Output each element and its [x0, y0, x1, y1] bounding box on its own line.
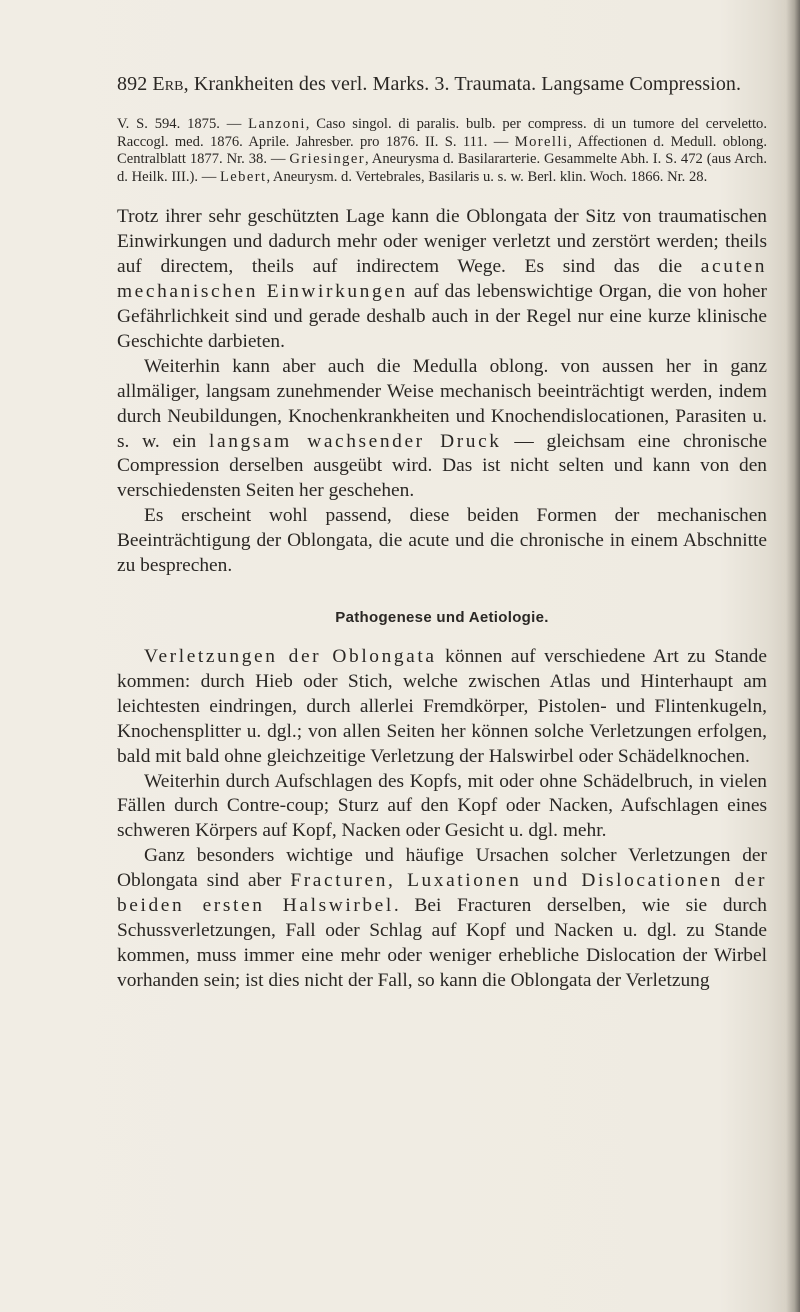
paragraph-text: . Bei Fracturen derselben, wie sie durch Schussverletzungen, Fall oder Schlag auf Kopf und Nacken u. dgl. zu Stande kommen, muss immer eine mehr oder weniger erhebliche Dislocation der Wirbel vorhanden sein; ist dies nicht der Fall, so kann die Oblongata der Verletzung — [117, 895, 767, 991]
literature-references — [117, 116, 767, 186]
reference-text: V. S. 594. 1875. — — [117, 116, 249, 132]
section-heading: Pathogenese und Aetiologie. — [335, 608, 549, 626]
reference-author: Lebert — [219, 168, 267, 185]
page-content — [117, 72, 767, 994]
paragraph — [117, 205, 767, 354]
reference-text: , Caso singol. di paralis. bulb. per compress. di un tumore del cerveletto. Raccogl. med. 1876. Aprile. Jahresber. pro 1876. II. S. 111. — — [117, 116, 767, 150]
running-head-title: , Krankheiten des verl. Marks. 3. Traumata. Langsame Compression. — [183, 73, 742, 95]
reference-text: , Affectionen d. Medull. oblong. Centralblatt 1877. Nr. 38. — — [117, 133, 767, 168]
paragraph-text: Trotz ihrer sehr geschützten Lage kann die Oblongata der Sitz von traumatischen Einwirkungen und dadurch mehr oder weniger verletzt und zerstört werden; theils auf directem, theils auf indirectem Wege. Es sind das die — [117, 206, 767, 278]
paragraph — [117, 645, 767, 770]
paragraph: Weiterhin durch Aufschlagen des Kopfs, mit oder ohne Schädelbruch, in vielen Fällen durch Contre-coup; Sturz auf den Kopf oder Nacken, Aufschlagen eines schweren Körpers auf Kopf, Nacken oder Gesicht u. dgl. mehr. — [117, 770, 767, 842]
running-head — [117, 72, 767, 96]
emphasis-text: langsam wachsender Druck — [209, 430, 502, 452]
paragraph-text: auf das lebenswichtige Organ, die von hoher Gefährlichkeit sind und gerade deshalb auch in der Regel nur eine kurze klinische Geschichte darbieten. — [117, 281, 767, 352]
reference-author: Griesinger — [289, 151, 366, 168]
paragraph-text: Ganz besonders wichtige und häufige Ursachen solcher Verletzungen der Oblongata sind aber — [117, 845, 767, 892]
body-text — [117, 205, 767, 993]
page-spine-shadow — [786, 0, 800, 1312]
paragraph-text: Weiterhin kann aber auch die Medulla oblong. von aussen her in ganz allmäliger, langsam zunehmender Weise mechanisch beeinträchtigt werden, indem durch Neubildungen, Knochenkrankheiten und Knochendislocationen, Parasiten u. s. w. ein — [117, 355, 767, 452]
paragraph: Es erscheint wohl passend, diese beiden Formen der mechanischen Beeinträchtigung der Oblongata, die acute und die chronische in einem Abschnitte zu besprechen. — [117, 505, 767, 577]
page-number: 892 — [117, 73, 148, 95]
reference-author: Morelli — [514, 133, 569, 150]
emphasis-text: acuten mechanischen Einwirkungen — [117, 256, 767, 303]
paragraph — [117, 355, 767, 504]
emphasis-text: Verletzungen der Oblongata — [144, 645, 437, 667]
emphasis-text: Fracturen, Luxationen und Dislocationen der beiden ersten Halswirbel — [117, 870, 768, 917]
reference-author: Lanzoni — [248, 116, 306, 132]
paragraph-text: — gleichsam eine chronische Compression derselben ausgeübt wird. Das ist nicht selten und kann von den verschiedensten Seiten her geschehen. — [117, 430, 767, 502]
reference-text: , Aneurysm. d. Vertebrales, Basilaris u. s. w. Berl. klin. Woch. 1866. Nr. 28. — [266, 168, 708, 185]
paragraph-text: können auf verschiedene Art zu Stande kommen: durch Hieb oder Stich, welche zwischen Atlas und Hinterhaupt am leichtesten eindringen, durch allerlei Fremdkörper, Pistolen- und Flintenkugeln, Knochensplitter u. dgl.; von allen Seiten her können solche Verletzungen erfolgen, bald mit bald ohne gleichzeitige Verletzung der Halswirbel oder Schädelknochen. — [117, 645, 767, 767]
reference-text: , Aneurysma d. Basilararterie. Gesammelte Abh. I. S. 472 (aus Arch. d. Heilk. III.). — — [117, 151, 767, 185]
paragraph — [117, 844, 767, 993]
running-head-author: Erb — [152, 73, 184, 95]
